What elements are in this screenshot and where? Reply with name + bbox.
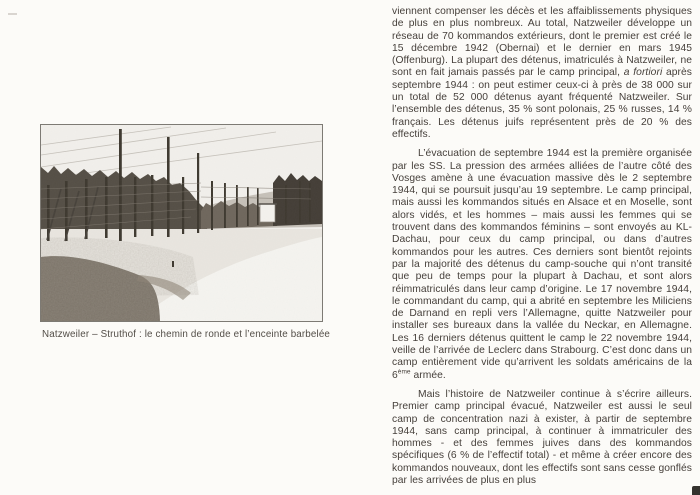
paragraph-1-text: viennent compenser les décès et les affaiblissements physiques de plus en plus nombreux. Au total, Natzweiler développe un réseau de 70 kommandos extérieurs, dont le premier est créé le 15 décembre 1942 (Obernai) et le dernier en mars 1945 (Offenburg). La plupart des détenus, imatriculés à Natzweiler, ne sont en fait jamais passés par le camp principal, [392,6,692,79]
paragraph-1 [392,6,692,141]
paragraph-2-continuation: armée. [410,369,446,381]
scan-smudge [8,13,17,17]
camp-photo-image [41,125,322,321]
photo-caption: Natzweiler – Struthof : le chemin de ronde et l’enceinte barbelée [42,329,331,340]
paragraph-2 [392,148,692,382]
paragraph-1-italic: a fortiori [623,67,663,79]
scan-corner-mark [692,486,700,495]
paragraph-2-superscript: ème [397,368,411,376]
photo-grain [41,125,322,321]
right-page [392,6,692,494]
paragraph-1-continuation: après septembre 1944 : on peut estimer ceux-ci à près de 38 000 sur un total de 52 000 détenus ayant fréquenté Natzweiler. Sur l’ensemble des détenus, 35 % sont polonais, 25 % russes, 14 % français. Les détenus juifs représentent près de 20 % des effectifs. [392,67,693,140]
camp-photo [40,124,323,322]
paragraph-2-text: L’évacuation de septembre 1944 est la première organisée par les SS. La pression des armées alliées de l’autre côté des Vosges amène à une évacuation massive dès le 2 septembre 1944, qui se poursuit jusqu’au 19 septembre. Le camp principal, mais aussi les kommandos situés en Alsace et en Moselle, sont alors vidés, et les hommes – mais aussi les femmes qui se trouvent dans des kommandos féminins – sont envoyés au KL-Dachau, pour ceux du camp principal, ou dans d’autres kommandos pour les autres. Ces derniers sont bientôt rejoints par la majorité des détenus du camp-souche qui n’ont transité que peu de temps pour la plupart à Dachau, et sont alors réimmatriculés dans leur camp d’origine. Le 17 novembre 1944, le commandant du camp, qui a abrité en septembre les Miliciens de Darnand en repli vers l’Allemagne, quitte Natzweiler pour installer ses bureaux dans la vallée du Neckar, en Allemagne. Les 16 derniers détenus quittent le camp le 22 novembre 1944, veille de l’arrivée de Leclerc dans Strabourg. C’est donc dans un camp entièrement vide qu’arrivent les soldats américains de la 6 [392,148,692,381]
paragraph-3: Mais l’histoire de Natzweiler continue à s’écrire ailleurs. Premier camp principal évacué, Natzweiler est aussi le seul camp de concentration nazi à exister, à partir de septembre 1944, sans camp principal, à continuer à immatriculer des hommes - et des femmes juives dans des kommandos spécifiques (6 % de l’effectif total) - et même à créer encore des kommandos nouveaux, dont les effectifs sont sans cesse gonflés par les arrivées de plus en plus [392,388,692,486]
